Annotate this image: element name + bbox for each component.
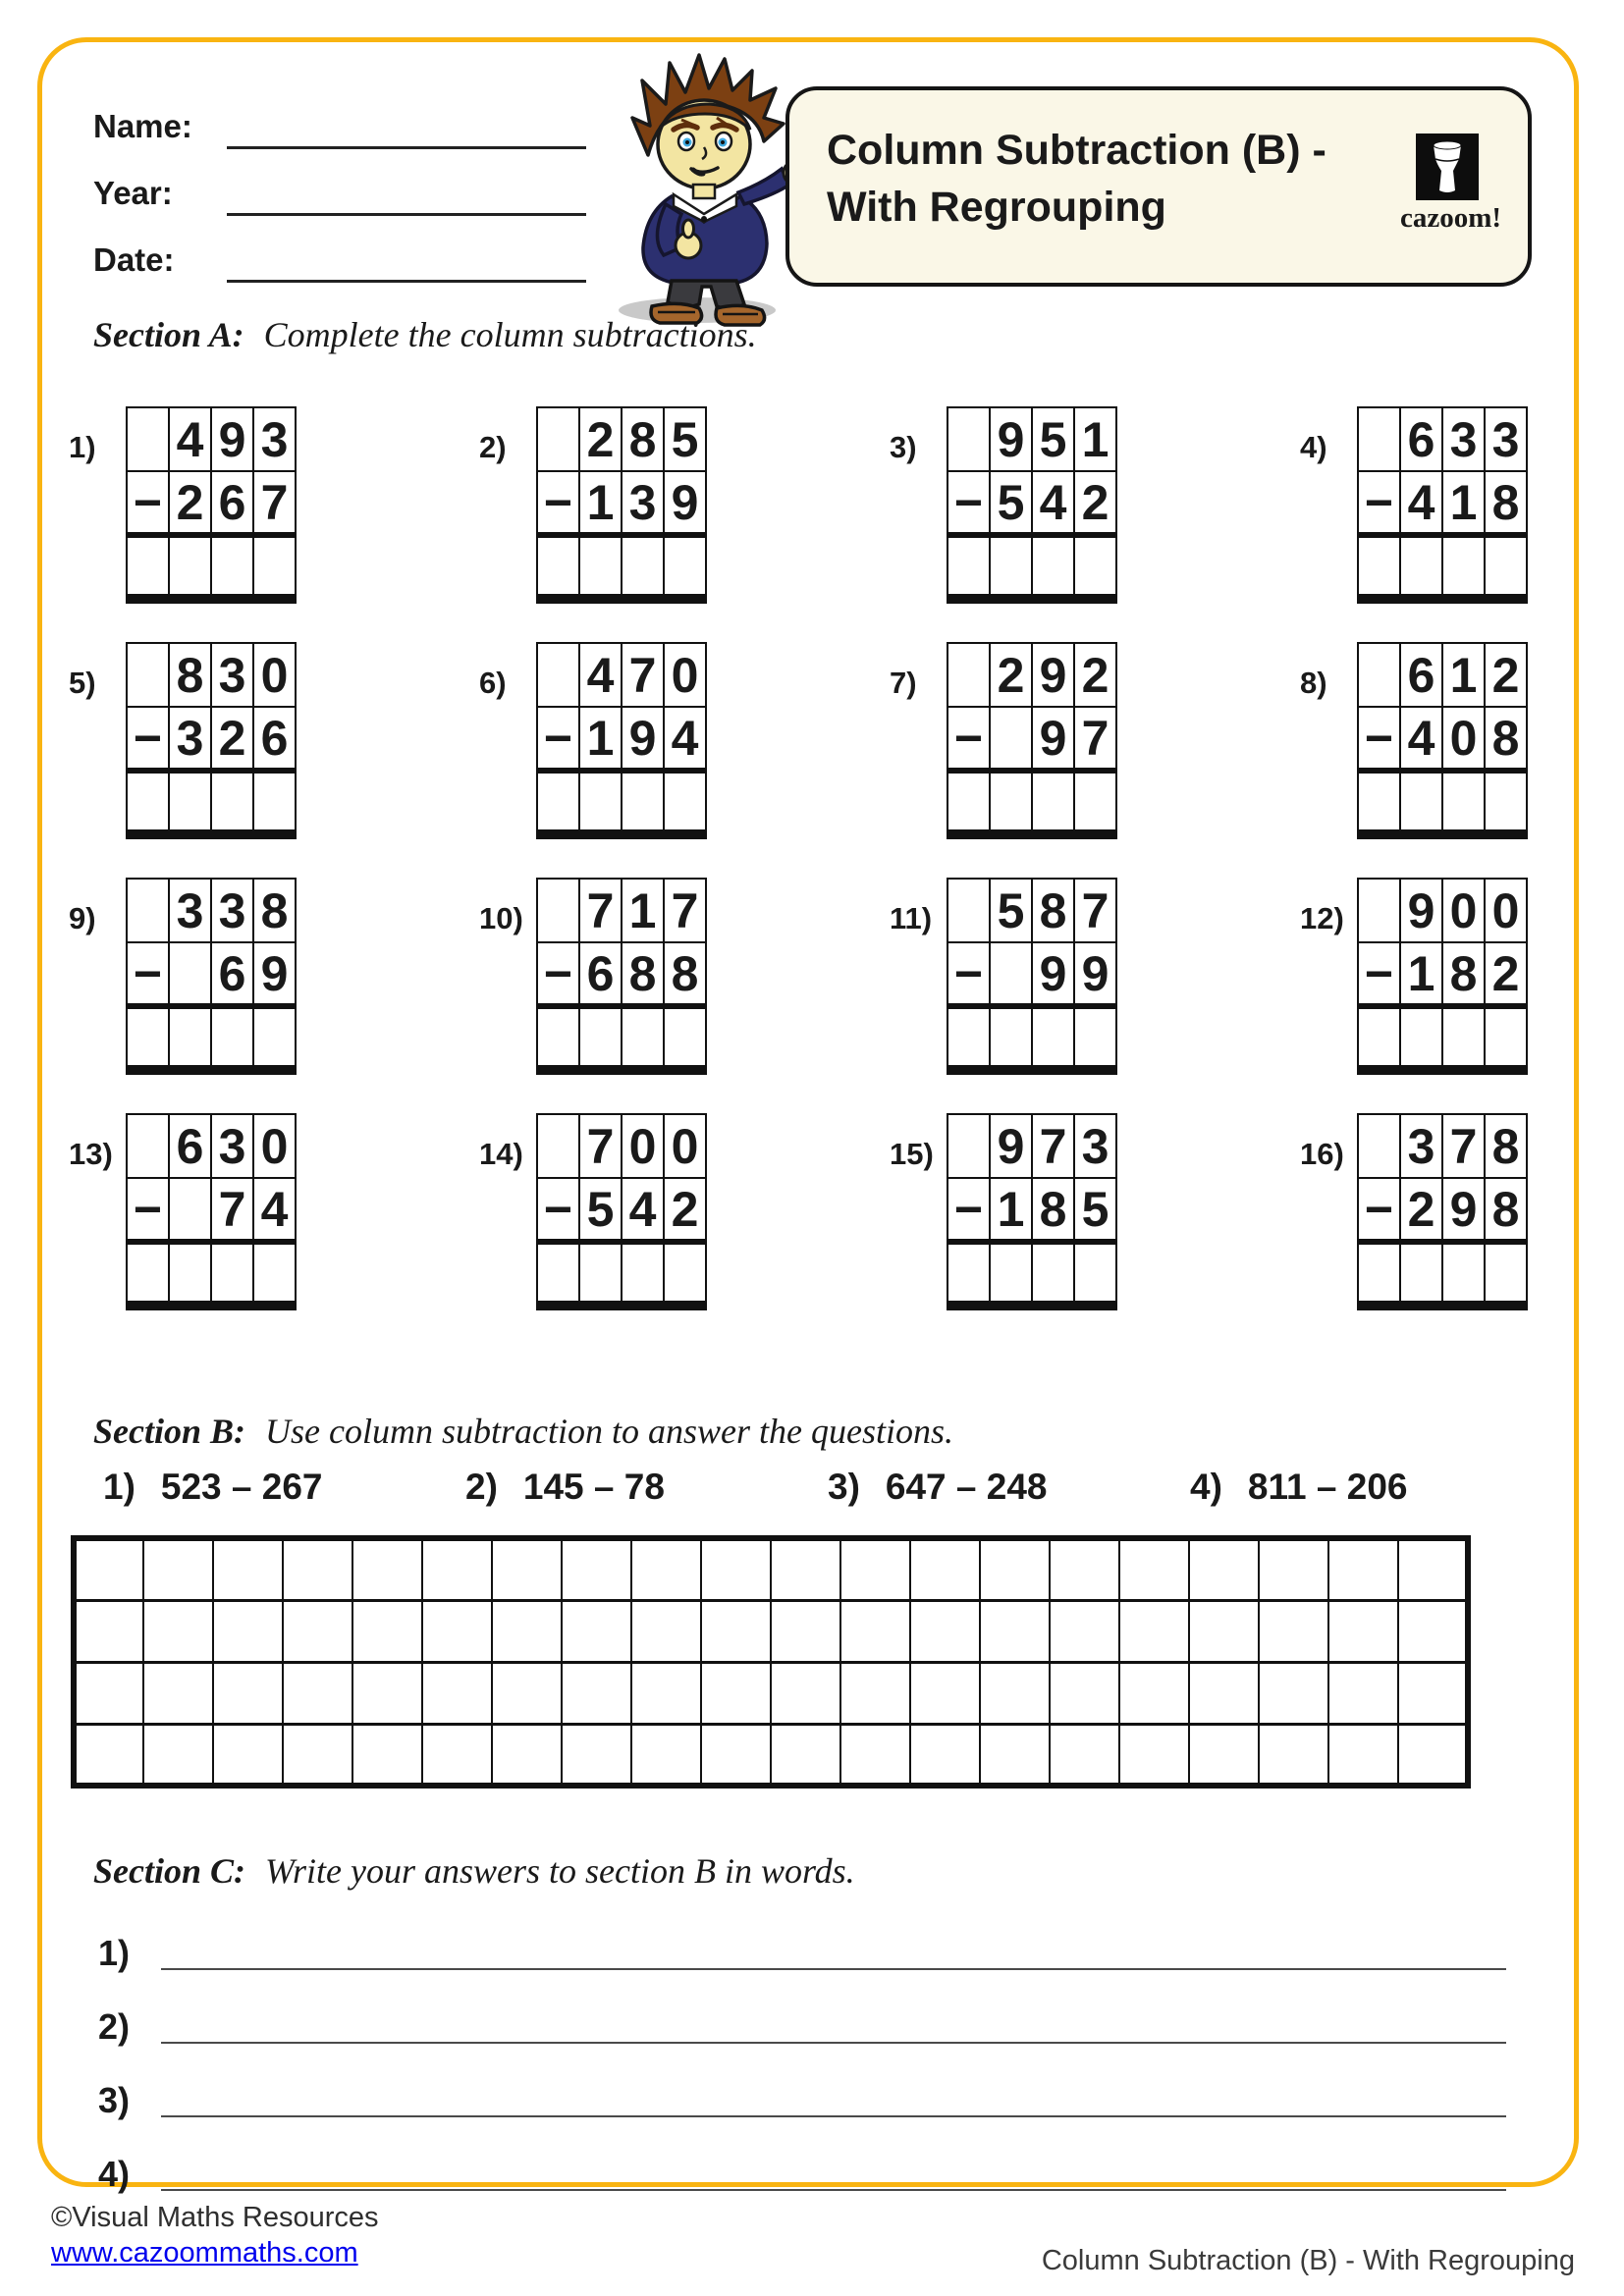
subtraction-problem	[1300, 406, 1528, 604]
problem-number: 5)	[69, 666, 96, 700]
answer-row	[127, 1242, 296, 1306]
minuend-row: 7 0 0	[537, 1114, 706, 1178]
info-field	[93, 157, 586, 216]
problem-number: 3)	[890, 430, 917, 464]
subtraction-problem	[890, 642, 1117, 839]
subtrahend-row: − 5 4 2	[537, 1178, 706, 1242]
info-field-blank-line	[227, 177, 586, 216]
cazoom-logo	[1400, 133, 1502, 235]
problem-number: 16)	[1300, 1137, 1344, 1171]
minuend-row: 4 7 0	[537, 643, 706, 707]
answer-line	[98, 1906, 1506, 1980]
info-field	[93, 224, 586, 283]
column-subtraction-grid	[1357, 406, 1528, 604]
column-subtraction-grid	[126, 406, 297, 604]
answer-row	[1358, 771, 1527, 834]
subtrahend-row: − 6 9	[127, 942, 296, 1006]
subtraction-problem	[479, 878, 707, 1075]
worksheet-title: Column Subtraction (B) - With Regrouping	[827, 127, 1326, 232]
minuend-row: 2 9 2	[947, 643, 1116, 707]
subtraction-problem	[69, 1113, 297, 1310]
minuend-row: 6 3 3	[1358, 407, 1527, 471]
column-subtraction-grid	[1357, 878, 1528, 1075]
subtrahend-row: − 9 9	[947, 942, 1116, 1006]
answer-row	[1358, 535, 1527, 599]
info-field-label: Year:	[93, 175, 173, 211]
minuend-row: 7 1 7	[537, 879, 706, 942]
subtraction-problem	[479, 1113, 707, 1310]
question-number: 2)	[465, 1467, 498, 1507]
answer-row	[537, 771, 706, 834]
answer-line-number: 1)	[98, 1933, 131, 1973]
section-a-problems	[69, 406, 1528, 1349]
column-subtraction-grid	[1357, 1113, 1528, 1310]
problem-number: 7)	[890, 666, 917, 700]
section-b-question	[828, 1467, 1190, 1508]
answer-line-rule	[161, 2042, 1506, 2044]
section-a-label: Section A:	[93, 315, 244, 354]
answer-row	[127, 535, 296, 599]
problem-number: 4)	[1300, 430, 1327, 464]
answer-row	[1358, 1006, 1527, 1070]
subtrahend-row: − 4 0 8	[1358, 707, 1527, 771]
minuend-row: 8 3 0	[127, 643, 296, 707]
column-subtraction-grid	[536, 406, 707, 604]
info-field-label: Name:	[93, 108, 192, 144]
website-link[interactable]: www.cazoommaths.com	[51, 2237, 358, 2269]
subtraction-problem	[1300, 1113, 1528, 1310]
question-expression: 811 – 206	[1247, 1467, 1408, 1507]
column-subtraction-grid	[536, 1113, 707, 1310]
subtraction-problem	[69, 406, 297, 604]
subtrahend-row: − 1 9 4	[537, 707, 706, 771]
minuend-row: 3 7 8	[1358, 1114, 1527, 1178]
question-expression: 647 – 248	[885, 1467, 1048, 1507]
subtrahend-row: − 3 2 6	[127, 707, 296, 771]
section-b-heading	[93, 1411, 953, 1452]
answer-line	[98, 2054, 1506, 2127]
minuend-row: 9 7 3	[947, 1114, 1116, 1178]
column-subtraction-grid	[1357, 642, 1528, 839]
column-subtraction-grid	[126, 878, 297, 1075]
working-grid	[71, 1535, 1471, 1789]
minuend-row: 9 0 0	[1358, 879, 1527, 942]
section-b-questions	[103, 1467, 1556, 1508]
question-number: 3)	[828, 1467, 860, 1507]
answer-row	[947, 1242, 1116, 1306]
question-expression: 145 – 78	[522, 1467, 665, 1507]
question-number: 1)	[103, 1467, 135, 1507]
subtrahend-row: − 1 3 9	[537, 471, 706, 535]
subtraction-problem	[479, 406, 707, 604]
column-subtraction-grid	[947, 406, 1117, 604]
working-grid-table	[71, 1535, 1471, 1789]
subtrahend-row: − 2 9 8	[1358, 1178, 1527, 1242]
cazoom-drum-icon	[1416, 133, 1479, 200]
problem-number: 6)	[479, 666, 507, 700]
column-subtraction-grid	[947, 878, 1117, 1075]
info-field-blank-line	[227, 243, 586, 283]
section-c-label: Section C:	[93, 1851, 246, 1891]
copyright-text: ©Visual Maths Resources	[51, 2202, 379, 2233]
subtrahend-row: − 1 8 2	[1358, 942, 1527, 1006]
question-number: 4)	[1190, 1467, 1222, 1507]
problem-number: 9)	[69, 901, 96, 935]
section-b-question	[1190, 1467, 1552, 1508]
subtraction-problem	[890, 406, 1117, 604]
section-b-question	[465, 1467, 828, 1508]
column-subtraction-grid	[126, 1113, 297, 1310]
column-subtraction-grid	[536, 642, 707, 839]
subtrahend-row: − 6 8 8	[537, 942, 706, 1006]
problem-number: 15)	[890, 1137, 934, 1171]
answer-line-rule	[161, 1968, 1506, 1970]
subtraction-problem	[1300, 642, 1528, 839]
question-expression: 523 – 267	[160, 1467, 323, 1507]
section-b-question	[103, 1467, 465, 1508]
section-c-answer-lines	[98, 1906, 1506, 2201]
footer-doc-title: Column Subtraction (B) - With Regrouping	[1041, 2245, 1575, 2276]
answer-row	[537, 535, 706, 599]
section-c-heading	[93, 1850, 855, 1892]
answer-line-rule	[161, 2115, 1506, 2117]
answer-line-number: 3)	[98, 2080, 131, 2120]
column-subtraction-grid	[947, 642, 1117, 839]
subtrahend-row: − 2 6 7	[127, 471, 296, 535]
answer-row	[1358, 1242, 1527, 1306]
answer-row	[947, 1006, 1116, 1070]
subtraction-problem	[890, 878, 1117, 1075]
info-field-blank-line	[227, 110, 586, 149]
subtrahend-row: − 4 1 8	[1358, 471, 1527, 535]
answer-row	[947, 535, 1116, 599]
info-field-label: Date:	[93, 241, 175, 278]
subtraction-problem	[69, 642, 297, 839]
minuend-row: 2 8 5	[537, 407, 706, 471]
answer-line-number: 4)	[98, 2154, 131, 2194]
section-a-heading	[93, 314, 757, 355]
answer-row	[127, 771, 296, 834]
section-b-instruction: Use column subtraction to answer the questions.	[265, 1412, 953, 1451]
worksheet-title-box	[785, 86, 1532, 287]
problem-number: 14)	[479, 1137, 523, 1171]
subtraction-problem	[890, 1113, 1117, 1310]
subtrahend-row: − 7 4	[127, 1178, 296, 1242]
minuend-row: 5 8 7	[947, 879, 1116, 942]
problem-number: 11)	[890, 901, 933, 935]
section-a-instruction: Complete the column subtractions.	[263, 315, 757, 354]
subtrahend-row: − 1 8 5	[947, 1178, 1116, 1242]
answer-row	[537, 1242, 706, 1306]
answer-line	[98, 1980, 1506, 2054]
answer-line	[98, 2127, 1506, 2201]
answer-row	[947, 771, 1116, 834]
student-info-fields	[93, 90, 586, 291]
problem-number: 2)	[479, 430, 507, 464]
subtrahend-row: − 9 7	[947, 707, 1116, 771]
problem-number: 8)	[1300, 666, 1327, 700]
problem-number: 13)	[69, 1137, 113, 1171]
minuend-row: 4 9 3	[127, 407, 296, 471]
problem-number: 10)	[479, 901, 523, 935]
section-c-instruction: Write your answers to section B in words.	[265, 1851, 855, 1891]
section-b-label: Section B:	[93, 1412, 246, 1451]
minuend-row: 9 5 1	[947, 407, 1116, 471]
column-subtraction-grid	[126, 642, 297, 839]
column-subtraction-grid	[536, 878, 707, 1075]
subtrahend-row: − 5 4 2	[947, 471, 1116, 535]
cazoom-logo-text: cazoom!	[1400, 202, 1502, 234]
answer-row	[127, 1006, 296, 1070]
info-field	[93, 90, 586, 149]
minuend-row: 3 3 8	[127, 879, 296, 942]
subtraction-problem	[479, 642, 707, 839]
problem-number: 12)	[1300, 901, 1344, 935]
answer-line-number: 2)	[98, 2006, 131, 2047]
minuend-row: 6 1 2	[1358, 643, 1527, 707]
minuend-row: 6 3 0	[127, 1114, 296, 1178]
answer-row	[537, 1006, 706, 1070]
subtraction-problem	[1300, 878, 1528, 1075]
problem-number: 1)	[69, 430, 96, 464]
answer-line-rule	[161, 2189, 1506, 2191]
column-subtraction-grid	[947, 1113, 1117, 1310]
subtraction-problem	[69, 878, 297, 1075]
